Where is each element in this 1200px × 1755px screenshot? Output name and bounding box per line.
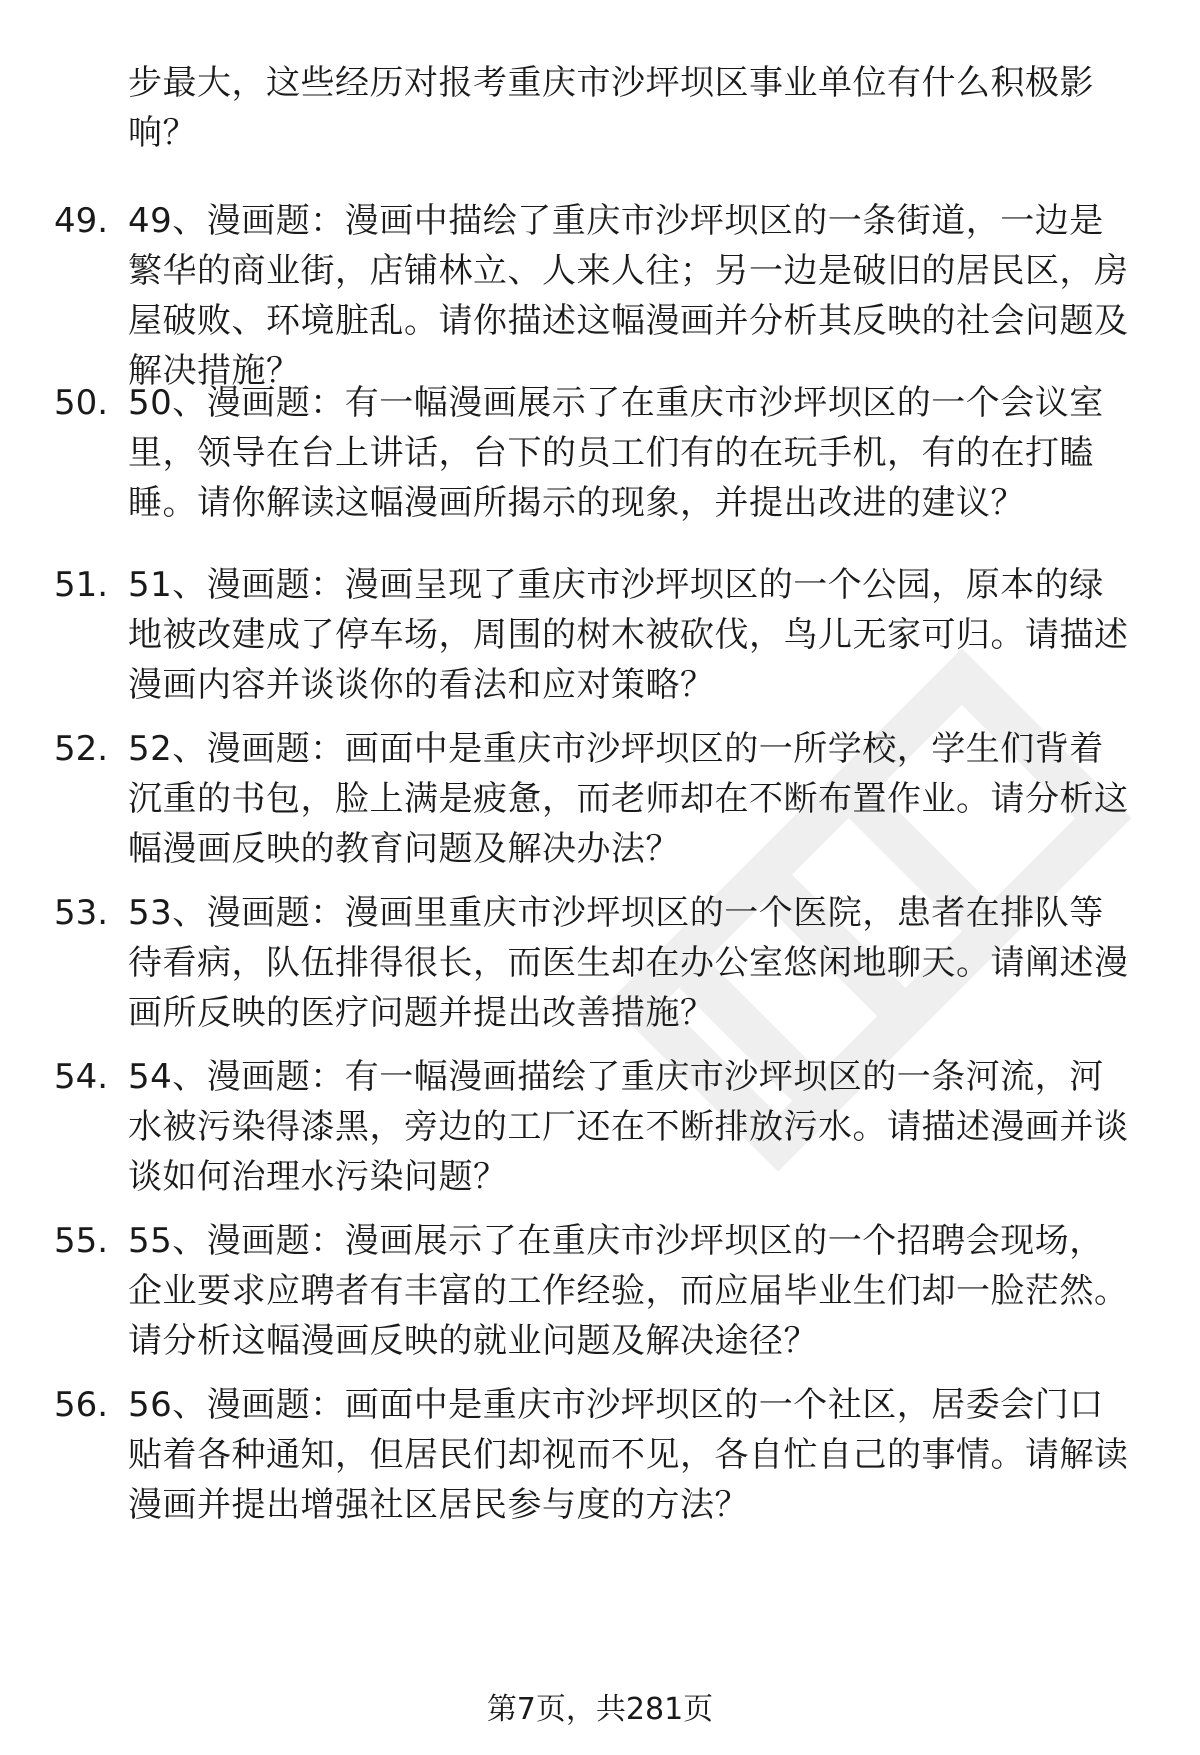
question-text: 49、漫画题：漫画中描绘了重庆市沙坪坝区的一条街道，一边是繁华的商业街，店铺林立、人来人往；另一边是破旧的居民区，房屋破败、环境脏乱。请你描述这幅漫画并分析其反映的社会问题及解决措施？ (128, 201, 1129, 391)
question-item (0, 724, 1200, 888)
question-text: 54、漫画题：有一幅漫画描绘了重庆市沙坪坝区的一条河流，河水被污染得漆黑，旁边的工厂还在不断排放污水。请描述漫画并谈谈如何治理水污染问题？ (128, 1057, 1129, 1197)
page-footer: 第7页，共281页 (486, 1692, 714, 1727)
question-item (0, 1380, 1200, 1544)
question-item (0, 888, 1200, 1052)
question-number: 51. (54, 565, 109, 605)
question-text: 50、漫画题：有一幅漫画展示了在重庆市沙坪坝区的一个会议室里，领导在台上讲话，台下的员工们有的在玩手机，有的在打瞌睡。请你解读这幅漫画所揭示的现象，并提出改进的建议？ (128, 383, 1104, 523)
question-number: 50. (54, 383, 109, 423)
question-number: 49. (54, 201, 109, 241)
question-number: 55. (54, 1221, 109, 1261)
question-text: 55、漫画题：漫画展示了在重庆市沙坪坝区的一个招聘会现场，企业要求应聘者有丰富的工作经验，而应届毕业生们却一脸茫然。请分析这幅漫画反映的就业问题及解决途径？ (128, 1221, 1129, 1361)
question-number: 52. (54, 729, 109, 769)
question-item (0, 1052, 1200, 1216)
question-item (0, 560, 1200, 724)
question-list (0, 196, 1200, 1544)
question-number: 54. (54, 1057, 109, 1097)
question-text: 56、漫画题：画面中是重庆市沙坪坝区的一个社区，居委会门口贴着各种通知，但居民们却视而不见，各自忙自己的事情。请解读漫画并提出增强社区居民参与度的方法？ (128, 1385, 1129, 1525)
question-text: 53、漫画题：漫画里重庆市沙坪坝区的一个医院，患者在排队等待看病，队伍排得很长，而医生却在办公室悠闲地聊天。请阐述漫画所反映的医疗问题并提出改善措施？ (128, 893, 1129, 1033)
question-item (0, 1216, 1200, 1380)
question-text: 52、漫画题：画面中是重庆市沙坪坝区的一所学校，学生们背着沉重的书包，脸上满是疲惫，而老师却在不断布置作业。请分析这幅漫画反映的教育问题及解决办法？ (128, 729, 1129, 869)
continuation-text: 步最大，这些经历对报考重庆市沙坪坝区事业单位有什么积极影响？ (128, 63, 1094, 153)
question-item (0, 378, 1200, 560)
question-text: 51、漫画题：漫画呈现了重庆市沙坪坝区的一个公园，原本的绿地被改建成了停车场，周围的树木被砍伐，鸟儿无家可归。请描述漫画内容并谈谈你的看法和应对策略？ (128, 565, 1129, 705)
question-number: 53. (54, 893, 109, 933)
question-item (0, 196, 1200, 391)
question-number: 56. (54, 1385, 109, 1425)
